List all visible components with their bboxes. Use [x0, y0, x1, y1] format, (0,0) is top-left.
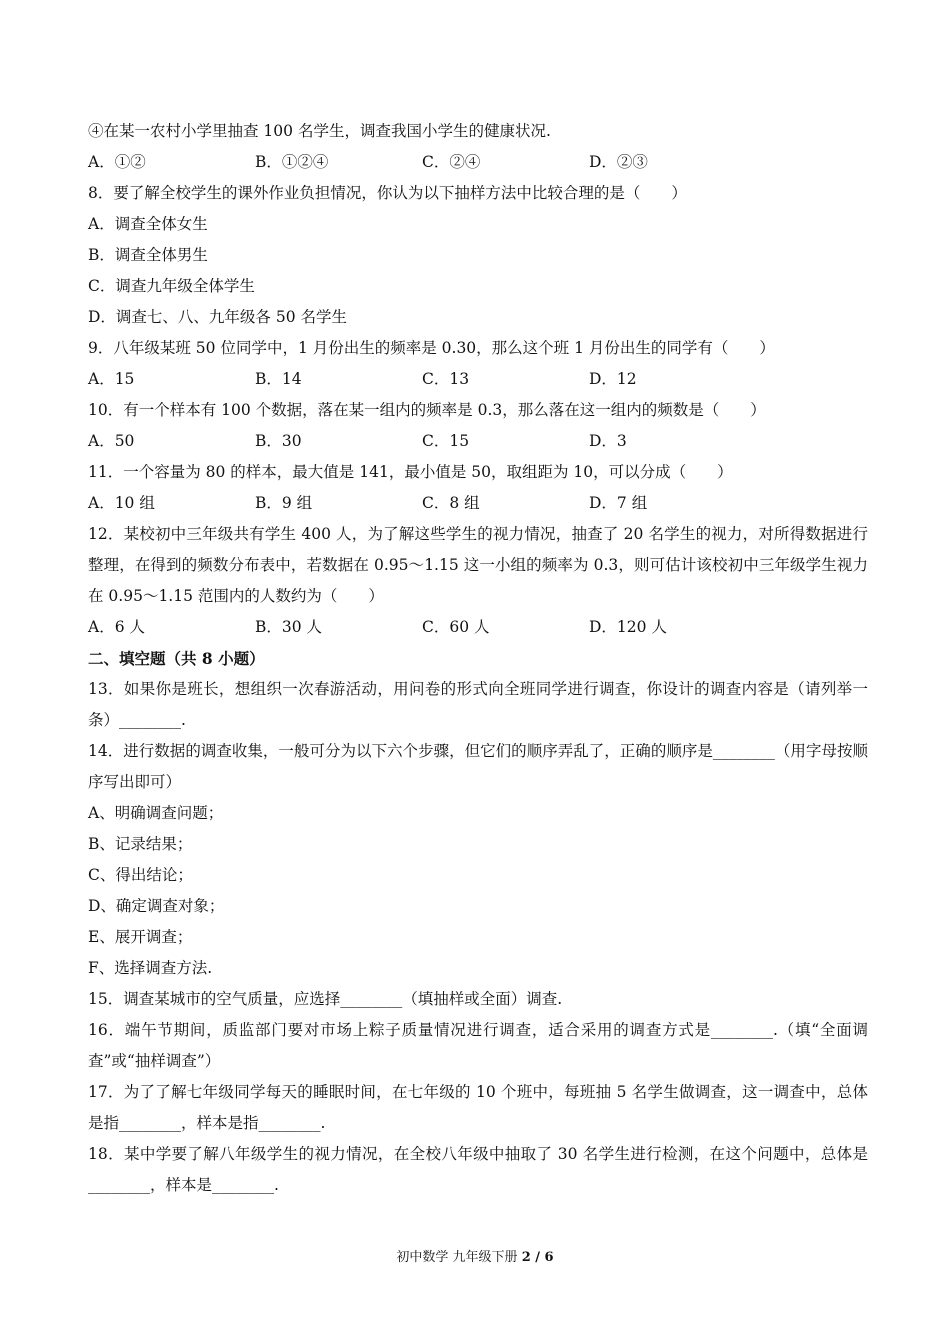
q8-stem: 8．要了解全校学生的课外作业负担情况，你认为以下抽样方法中比较合理的是（ ）: [88, 184, 687, 202]
q10-stem: 10．有一个样本有 100 个数据，落在某一组内的频率是 0.3，那么落在这一组内的频数是（ ）: [88, 401, 766, 419]
q17-stem: 17．为了了解七年级同学每天的睡眠时间，在七年级的 10 个班中，每班抽 5 名学生做调查，这一调查中，总体是指________，样本是指________.: [88, 1083, 868, 1132]
q10-option-b: B．30: [255, 432, 302, 450]
q9-stem: 9．八年级某班 50 位同学中，1 月份出生的频率是 0.30，那么这个班 1 月份出生的同学有（ ）: [88, 339, 775, 357]
q7-options: [88, 147, 868, 178]
q14-step-b: B、记录结果；: [88, 835, 193, 853]
q7-item-4: ④在某一农村小学里抽查 100 名学生，调查我国小学生的健康状况.: [88, 122, 551, 140]
section-heading-fill-in: 二、填空题（共 8 小题）: [88, 649, 265, 668]
q8-option-b: B．调查全体男生: [88, 246, 208, 264]
q11-option-a: A．10 组: [88, 494, 155, 512]
q7-option-b: B．①②④: [255, 153, 329, 171]
q18-stem: 18．某中学要了解八年级学生的视力情况，在全校八年级中抽取了 30 名学生进行检测，在这个问题中，总体是________，样本是________.: [88, 1145, 868, 1194]
q12-option-b: B．30 人: [255, 618, 323, 636]
page-number: 2 / 6: [521, 1250, 554, 1265]
q16-stem: 16．端午节期间，质监部门要对市场上粽子质量情况进行调查，适合采用的调查方式是________.（填“全面调查”或“抽样调查”）: [88, 1021, 868, 1070]
q14-step-d: D、确定调查对象；: [88, 897, 225, 915]
q8-option-c: C．调查九年级全体学生: [88, 277, 255, 295]
page-footer: [0, 1248, 950, 1268]
q11-option-b: B．9 组: [255, 494, 313, 512]
q7-option-a: A．①②: [88, 153, 146, 171]
document-page: [88, 116, 868, 1201]
q8-option-a: A．调查全体女生: [88, 215, 208, 233]
q14-step-f: F、选择调查方法.: [88, 959, 213, 977]
q9-option-a: A．15: [88, 370, 135, 388]
q9-option-b: B．14: [255, 370, 302, 388]
q10-option-d: D．3: [589, 432, 627, 450]
q8-option-d: D．调查七、八、九年级各 50 名学生: [88, 308, 348, 326]
q14-stem: 14．进行数据的调查收集，一般可分为以下六个步骤，但它们的顺序弄乱了，正确的顺序是________（用字母按顺序写出即可）: [88, 742, 868, 791]
q9-option-d: D．12: [589, 370, 637, 388]
q9-option-c: C．13: [422, 370, 470, 388]
q11-options: [88, 488, 868, 519]
q11-option-c: C．8 组: [422, 494, 480, 512]
q11-option-d: D．7 组: [589, 494, 648, 512]
q7-option-d: D．②③: [589, 153, 648, 171]
q14-step-a: A、明确调查问题；: [88, 804, 224, 822]
q12-option-d: D．120 人: [589, 618, 667, 636]
q10-option-a: A．50: [88, 432, 135, 450]
q12-option-c: C．60 人: [422, 618, 490, 636]
q10-option-c: C．15: [422, 432, 470, 450]
q12-option-a: A．6 人: [88, 618, 145, 636]
q15-stem: 15．调查某城市的空气质量，应选择________（填抽样或全面）调查.: [88, 990, 563, 1008]
q14-step-e: E、展开调查；: [88, 928, 193, 946]
q7-option-c: C．②④: [422, 153, 481, 171]
footer-title: 初中数学 九年级下册: [396, 1250, 518, 1265]
q13-stem: 13．如果你是班长，想组织一次春游活动，用问卷的形式向全班同学进行调查，你设计的调查内容是（请列举一条）________.: [88, 680, 868, 729]
q10-options: [88, 426, 868, 457]
q12-options: [88, 612, 868, 643]
q14-step-c: C、得出结论；: [88, 866, 193, 884]
q9-options: [88, 364, 868, 395]
q11-stem: 11．一个容量为 80 的样本，最大值是 141，最小值是 50，取组距为 10，可以分成（ ）: [88, 463, 733, 481]
q12-stem: 12．某校初中三年级共有学生 400 人，为了解这些学生的视力情况，抽查了 20 名学生的视力，对所得数据进行整理，在得到的频数分布表中，若数据在 0.95～1.15 这一小组的频率为 0.3，则可估计该校初中三年级学生视力在 0.95～1.15 范围内的人数约为（ ）: [88, 525, 868, 605]
